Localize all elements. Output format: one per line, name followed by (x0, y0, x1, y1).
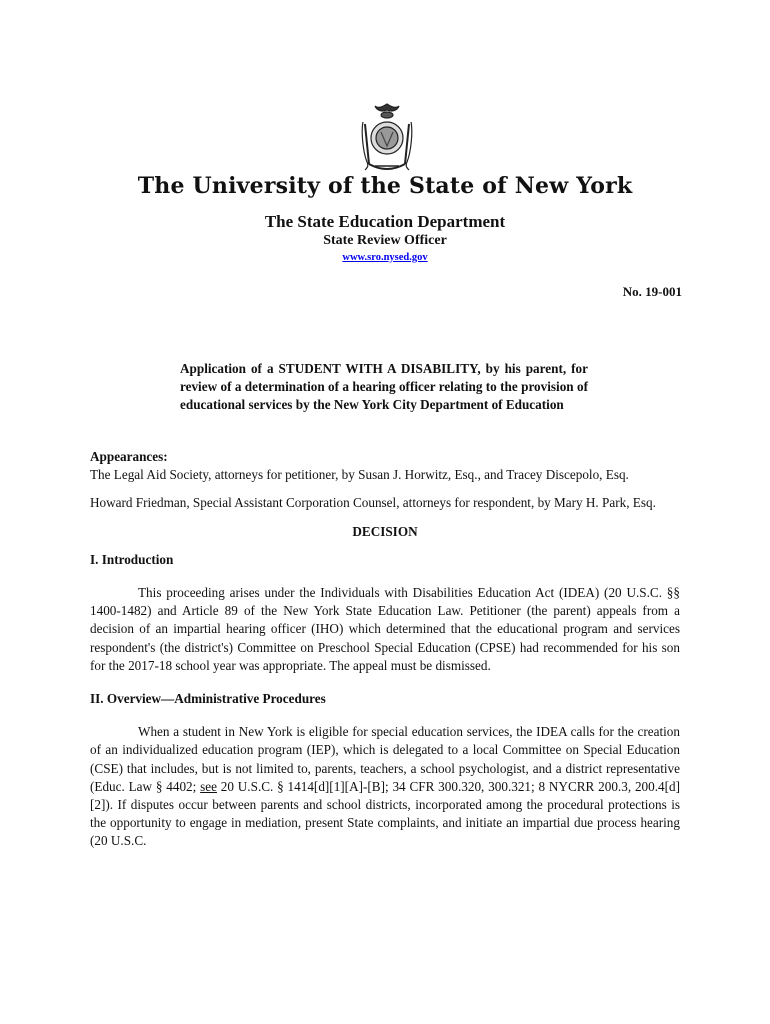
decision-heading: DECISION (352, 523, 418, 539)
nys-seal-icon (355, 102, 419, 174)
case-caption: Application of a STUDENT WITH A DISABILITY, by his parent, for review of a determination of a hearing officer relating to the provision of educational services by the New York City Department of Education (180, 361, 588, 413)
intro-paragraph: This proceeding arises under the Individuals with Disabilities Education Act (IDEA) (20 U.S.C. §§ 1400-1482) and Article 89 of the New York State Education Law. Petitioner (the parent) appeals from a decision of an impartial hearing officer (IHO) which determined that the educational program and services respondent's (the district's) Committee on Preschool Special Education (CPSE) had recommended for his son for the 2017-18 school year was appropriate. The appeal must be dismissed. (90, 585, 680, 673)
overview-text-part2: 20 U.S.C. § 1414[d][1][A]-[B]; 34 CFR 300.320, 300.321; 8 NYCRR 200.3, 200.4[d][2]). If disputes occur between parents and school districts, incorporated among the procedural protections is the opportunity to engage in mediation, present State complaints, and initiate an impartial due process hearing (20 U.S.C. (90, 778, 680, 849)
overview-heading: II. Overview—Administrative Procedures (90, 691, 326, 707)
intro-heading: I. Introduction (90, 551, 174, 567)
overview-paragraph (90, 723, 680, 850)
petitioner-appearance: The Legal Aid Society, attorneys for petitioner, by Susan J. Horwitz, Esq., and Tracey Discepolo, Esq. (90, 467, 629, 483)
overview-text-part1: When a student in New York is eligible for special education services, the IDEA calls for the creation of an individualized education program (IEP), which is delegated to a local Committee on Special Education (CSE) that includes, but is not limited to, parents, teachers, a school psychologist, and a district representative (Educ. Law § 4402; (90, 724, 680, 794)
appearances-heading: Appearances: (90, 449, 168, 464)
decision-number: No. 19-001 (622, 284, 682, 299)
document-body (90, 448, 680, 851)
website-link[interactable]: www.sro.nysed.gov (342, 252, 428, 263)
respondent-appearance: Howard Friedman, Special Assistant Corporation Counsel, attorneys for respondent, by Mary H. Park, Esq. (90, 495, 656, 511)
office-name: State Review Officer (323, 233, 447, 248)
see-signal: see (200, 778, 217, 794)
department-name: The State Education Department (264, 212, 506, 231)
university-title: The University of the State of New York (137, 173, 633, 199)
